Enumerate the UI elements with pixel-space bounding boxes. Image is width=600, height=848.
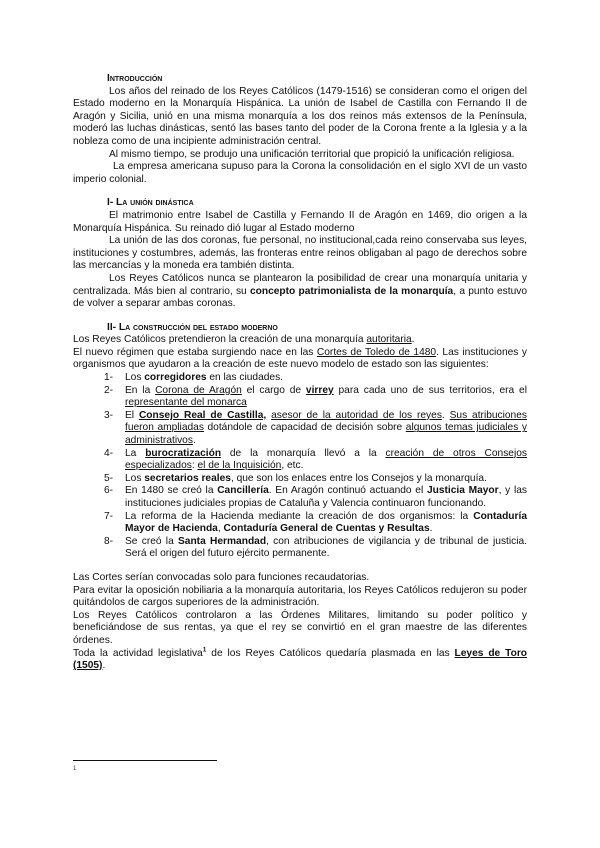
intro-paragraph-1: Los años del reinado de los Reyes Católicos (1479-1516) se consideran como el origen del Estado moderno en la Monarquía Hispánica. La unión de Isabel de Castilla con Fernando II de Aragón y Sicilia, unió en una misma monarquía a los dos reinos más extensos de la Península, moderó las luchas dinásticas, sentó las bases tanto del poder de la Corona frente a la Iglesia y a la nobleza como de una incipiente administración central. [73,85,527,147]
list-item: 6- En 1480 se creó la Cancillería. En Aragón continuó actuando el Justicia Mayor, y las instituciones judiciales propias de Cataluña y Valencia continuaron funcionando. [104,485,527,509]
union-heading: I- La unión dinástica [107,197,194,209]
list-item: 4- La burocratización de la monarquía llevó a la creación de otros Consejos especializados: el de la Inquisición, etc. [104,447,527,472]
estado-line-2: El nuevo régimen que estaba surgiendo nace en las Cortes de Toledo de 1480. Las instituciones y organismos que ayudaron a la creación de este nuevo modelo de estado son las siguientes: [73,346,527,371]
list-item: 5- Los secretarios reales, que son los enlaces entre los Consejos y la monarquía. [104,472,487,484]
footnote-mark: 1 [73,766,77,772]
list-item: 3- El Consejo Real de Castilla, asesor de la autoridad de los reyes. Sus atribuciones fueron ampliadas dotándole de capacidad de decisión sobre algunos temas judiciales y administrativos. [104,409,527,447]
list-item: 8- Se creó la Santa Hermandad, con atribuciones de vigilancia y de tribunal de justicia. Será el origen del futuro ejército permanente. [104,535,527,560]
intro-paragraph-2: Al mismo tiempo, se produjo una unificación territorial que propició la unificación religiosa. [109,148,515,160]
union-paragraph-2: La unión de las dos coronas, fue personal, no institucional,cada reino conservaba sus leyes, instituciones y costumbres, además, las fronteras entre reinos obligaban al pago de derechos sobre las mercancías y la moneda era también distinta. [73,235,527,272]
union-paragraph-3: Los Reyes Católicos nunca se plantearon la posibilidad de crear una monarquía unitaria y centralizada. Más bien al contrario, su concepto patrimonialista de la monarquía, a punto estuvo de volver a separar ambas coronas. [73,272,528,310]
closing-paragraph-1: Las Cortes serían convocadas solo para funciones recaudatorias. [73,571,370,583]
estado-line-1: Los Reyes Católicos pretendieron la creación de una monarquía autoritaria. [73,334,415,346]
closing-paragraph-4: Toda la actividad legislativa$^1$ de los Reyes Católicos quedaría plasmada en las Leyes de Toro (1505). [73,646,528,672]
closing-paragraph-3: Los Reyes Católicos controlaron a las Órdenes Militares, limitando su poder político y beneficiándose de sus rentas, ya que el rey se convirtió en el gran maestre de las diferentes órdenes. [73,609,527,646]
union-paragraph-1: El matrimonio entre Isabel de Castilla y Fernando II de Aragón en 1469, dio origen a la Monarquía Hispánica. Su reinado dió lugar al Estado moderno [73,209,527,234]
list-item: 7- La reforma de la Hacienda mediante la creación de dos organismos: la Contaduría Mayor de Hacienda, Contaduría General de Cuentas y Resultas. [104,510,527,535]
list-item: 1- Los corregidores en las ciudades. [104,372,284,384]
intro-heading: Introducción [107,73,163,84]
estado-heading: II- La construcción del estado moderno [107,321,278,333]
intro-paragraph-3: La empresa americana supuso para la Corona la consolidación en el siglo XVI de un vasto imperio colonial. [73,161,527,185]
document-page [73,73,527,673]
footnote-reference[interactable]: 1 [202,646,207,654]
footnote-separator [73,760,217,761]
closing-paragraph-2: Para evitar la oposición nobiliaria a la monarquía autoritaria, los Reyes Católicos redujeron su poder quitándolos de cargos superiores de la administración. [73,584,527,609]
list-item: 2- En la Corona de Aragón el cargo de virrey para cada uno de sus territorios, era el representante del monarca [104,384,527,409]
institutions-list [73,372,527,561]
